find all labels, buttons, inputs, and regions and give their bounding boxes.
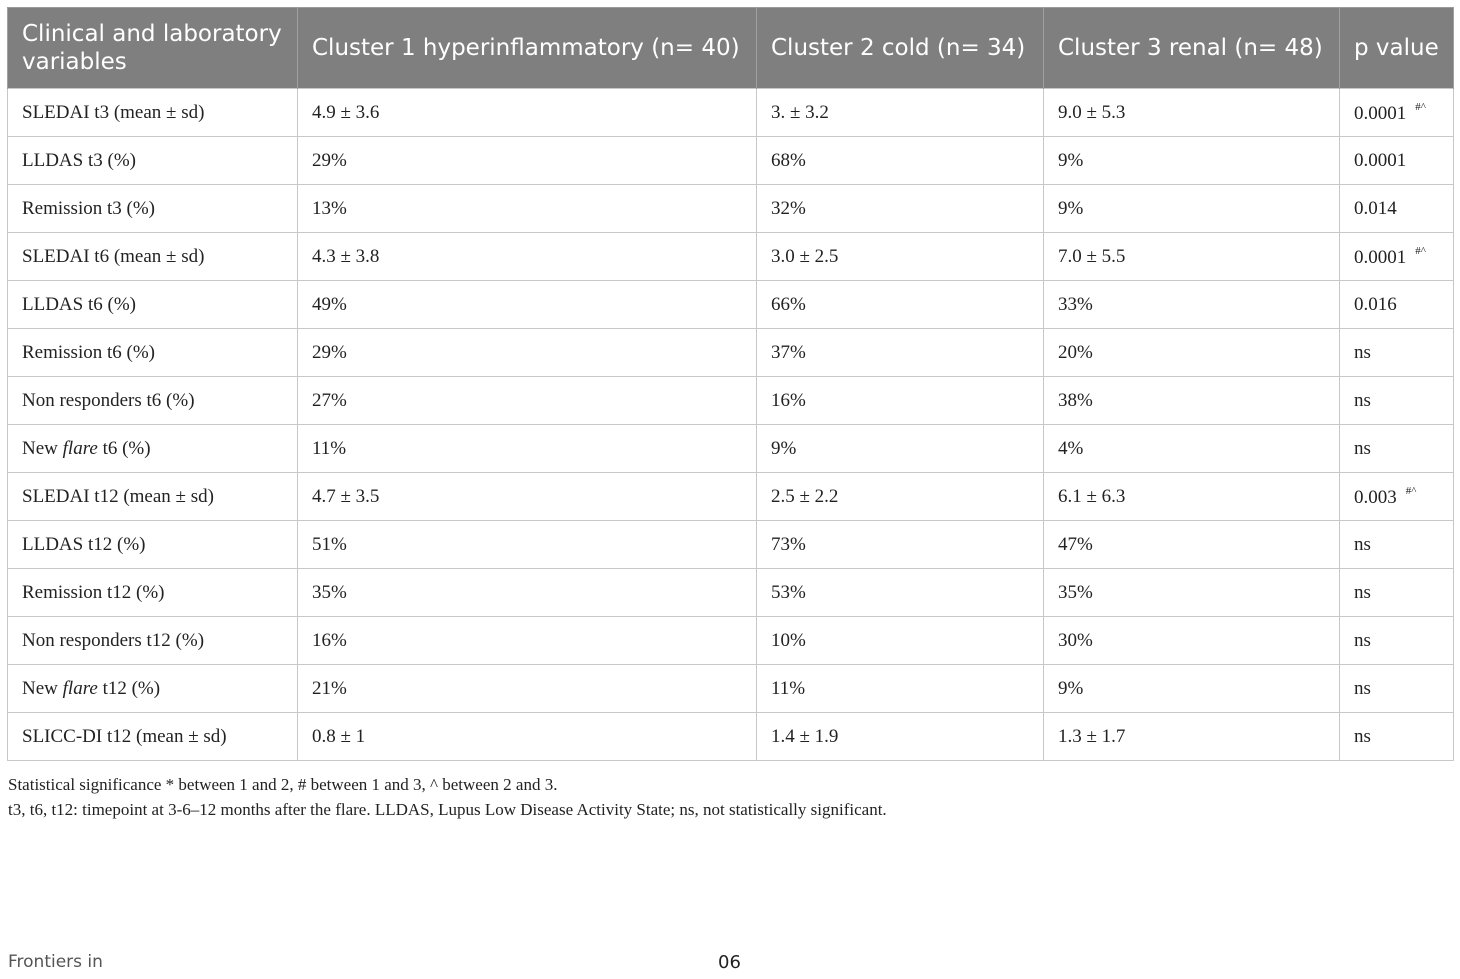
cell-variable: SLEDAI t12 (mean ± sd) (8, 473, 298, 521)
cell-p-value (1340, 329, 1454, 377)
cell-p-value (1340, 569, 1454, 617)
p-value-text: ns (1354, 725, 1371, 747)
cell-cluster-1: 51% (298, 521, 757, 569)
cell-cluster-3: 6.1 ± 6.3 (1044, 473, 1340, 521)
cell-cluster-1: 49% (298, 281, 757, 329)
cell-cluster-3: 20% (1044, 329, 1340, 377)
cell-variable: LLDAS t6 (%) (8, 281, 298, 329)
table-row (8, 89, 1454, 137)
cell-variable: Non responders t12 (%) (8, 617, 298, 665)
journal-name: Frontiers in (8, 952, 103, 972)
cell-cluster-2: 9% (757, 425, 1044, 473)
cell-cluster-3: 9.0 ± 5.3 (1044, 89, 1340, 137)
cell-variable: LLDAS t3 (%) (8, 137, 298, 185)
table-row (8, 281, 1454, 329)
cell-p-value (1340, 665, 1454, 713)
cell-cluster-2: 66% (757, 281, 1044, 329)
header-cluster-2: Cluster 2 cold (n= 34) (757, 8, 1044, 89)
cell-cluster-2: 16% (757, 377, 1044, 425)
cell-cluster-2: 68% (757, 137, 1044, 185)
cell-cluster-1: 29% (298, 137, 757, 185)
cell-variable (8, 665, 298, 713)
variable-text-italic: flare (62, 437, 98, 459)
variable-text-italic: flare (62, 677, 98, 699)
p-value-text: ns (1354, 437, 1371, 459)
variable-text-post: t12 (%) (97, 677, 161, 699)
cell-cluster-3: 35% (1044, 569, 1340, 617)
variable-text-pre: New (22, 677, 63, 699)
cell-p-value (1340, 281, 1454, 329)
cell-cluster-1: 11% (298, 425, 757, 473)
page-number: 06 (718, 952, 741, 973)
cell-cluster-3: 30% (1044, 617, 1340, 665)
table-header-row (8, 8, 1454, 89)
cell-variable: Remission t3 (%) (8, 185, 298, 233)
table-row (8, 137, 1454, 185)
cell-cluster-3: 7.0 ± 5.5 (1044, 233, 1340, 281)
p-value-text: ns (1354, 341, 1371, 363)
cell-cluster-1: 4.7 ± 3.5 (298, 473, 757, 521)
cell-cluster-3: 47% (1044, 521, 1340, 569)
cell-p-value (1340, 473, 1454, 521)
p-value-text: ns (1354, 677, 1371, 699)
cell-variable: SLEDAI t6 (mean ± sd) (8, 233, 298, 281)
cell-p-value (1340, 617, 1454, 665)
cell-variable: SLICC-DI t12 (mean ± sd) (8, 713, 298, 761)
p-value-text: ns (1354, 389, 1371, 411)
table-row (8, 185, 1454, 233)
cell-cluster-3: 9% (1044, 665, 1340, 713)
results-table-container (7, 7, 1453, 761)
cell-cluster-2: 32% (757, 185, 1044, 233)
p-value-text: 0.014 (1354, 197, 1397, 219)
cell-cluster-2: 37% (757, 329, 1044, 377)
cell-cluster-3: 38% (1044, 377, 1340, 425)
p-value-text: ns (1354, 533, 1371, 555)
cell-variable: Non responders t6 (%) (8, 377, 298, 425)
table-row (8, 473, 1454, 521)
table-row (8, 665, 1454, 713)
variable-text-post: t6 (%) (97, 437, 151, 459)
cell-p-value (1340, 185, 1454, 233)
footnote-significance: Statistical significance * between 1 and 2, # between 1 and 3, ^ between 2 and 3. (8, 775, 558, 794)
table-footnotes (8, 772, 887, 822)
cell-cluster-2: 10% (757, 617, 1044, 665)
footnote-abbreviations: t3, t6, t12: timepoint at 3-6–12 months after the flare. LLDAS, Lupus Low Disease Activity State; ns, not statistically significant. (8, 800, 887, 819)
header-p-value: p value (1340, 8, 1454, 89)
header-variables: Clinical and laboratory variables (8, 8, 298, 89)
cell-variable: Remission t6 (%) (8, 329, 298, 377)
cell-cluster-1: 0.8 ± 1 (298, 713, 757, 761)
cell-variable: LLDAS t12 (%) (8, 521, 298, 569)
cell-cluster-1: 13% (298, 185, 757, 233)
significance-marker: #^ (1415, 244, 1426, 257)
cell-cluster-1: 21% (298, 665, 757, 713)
cell-variable (8, 425, 298, 473)
cell-cluster-2: 11% (757, 665, 1044, 713)
cell-p-value (1340, 377, 1454, 425)
table-row (8, 569, 1454, 617)
cell-p-value (1340, 89, 1454, 137)
cell-p-value (1340, 425, 1454, 473)
cell-p-value (1340, 137, 1454, 185)
significance-marker: #^ (1405, 484, 1417, 497)
cell-cluster-1: 4.3 ± 3.8 (298, 233, 757, 281)
cell-variable: Remission t12 (%) (8, 569, 298, 617)
cell-p-value (1340, 713, 1454, 761)
table-row (8, 233, 1454, 281)
table-row (8, 521, 1454, 569)
p-value-text: 0.016 (1354, 293, 1397, 315)
cell-cluster-1: 35% (298, 569, 757, 617)
p-value-text: 0.0001 (1354, 102, 1407, 124)
cell-cluster-3: 9% (1044, 137, 1340, 185)
variable-text-pre: New (22, 437, 63, 459)
cell-cluster-2: 2.5 ± 2.2 (757, 473, 1044, 521)
cell-cluster-2: 3.0 ± 2.5 (757, 233, 1044, 281)
p-value-text: ns (1354, 629, 1371, 651)
cell-cluster-3: 1.3 ± 1.7 (1044, 713, 1340, 761)
cell-cluster-1: 16% (298, 617, 757, 665)
cell-cluster-3: 4% (1044, 425, 1340, 473)
p-value-text: 0.0001 (1354, 149, 1407, 171)
table-body (8, 89, 1454, 761)
table-row (8, 377, 1454, 425)
cell-p-value (1340, 521, 1454, 569)
p-value-text: ns (1354, 581, 1371, 603)
p-value-text: 0.0001 (1354, 246, 1407, 268)
cell-cluster-2: 53% (757, 569, 1044, 617)
results-table (7, 7, 1454, 761)
table-row (8, 617, 1454, 665)
cell-cluster-3: 9% (1044, 185, 1340, 233)
cell-cluster-2: 73% (757, 521, 1044, 569)
cell-cluster-3: 33% (1044, 281, 1340, 329)
cell-cluster-2: 1.4 ± 1.9 (757, 713, 1044, 761)
p-value-text: 0.003 (1354, 486, 1397, 508)
cell-variable: SLEDAI t3 (mean ± sd) (8, 89, 298, 137)
table-row (8, 425, 1454, 473)
header-cluster-1: Cluster 1 hyperinflammatory (n= 40) (298, 8, 757, 89)
table-row (8, 329, 1454, 377)
header-cluster-3: Cluster 3 renal (n= 48) (1044, 8, 1340, 89)
cell-cluster-2: 3. ± 3.2 (757, 89, 1044, 137)
cell-cluster-1: 4.9 ± 3.6 (298, 89, 757, 137)
cell-cluster-1: 29% (298, 329, 757, 377)
significance-marker: #^ (1415, 100, 1426, 113)
cell-cluster-1: 27% (298, 377, 757, 425)
cell-p-value (1340, 233, 1454, 281)
table-row (8, 713, 1454, 761)
